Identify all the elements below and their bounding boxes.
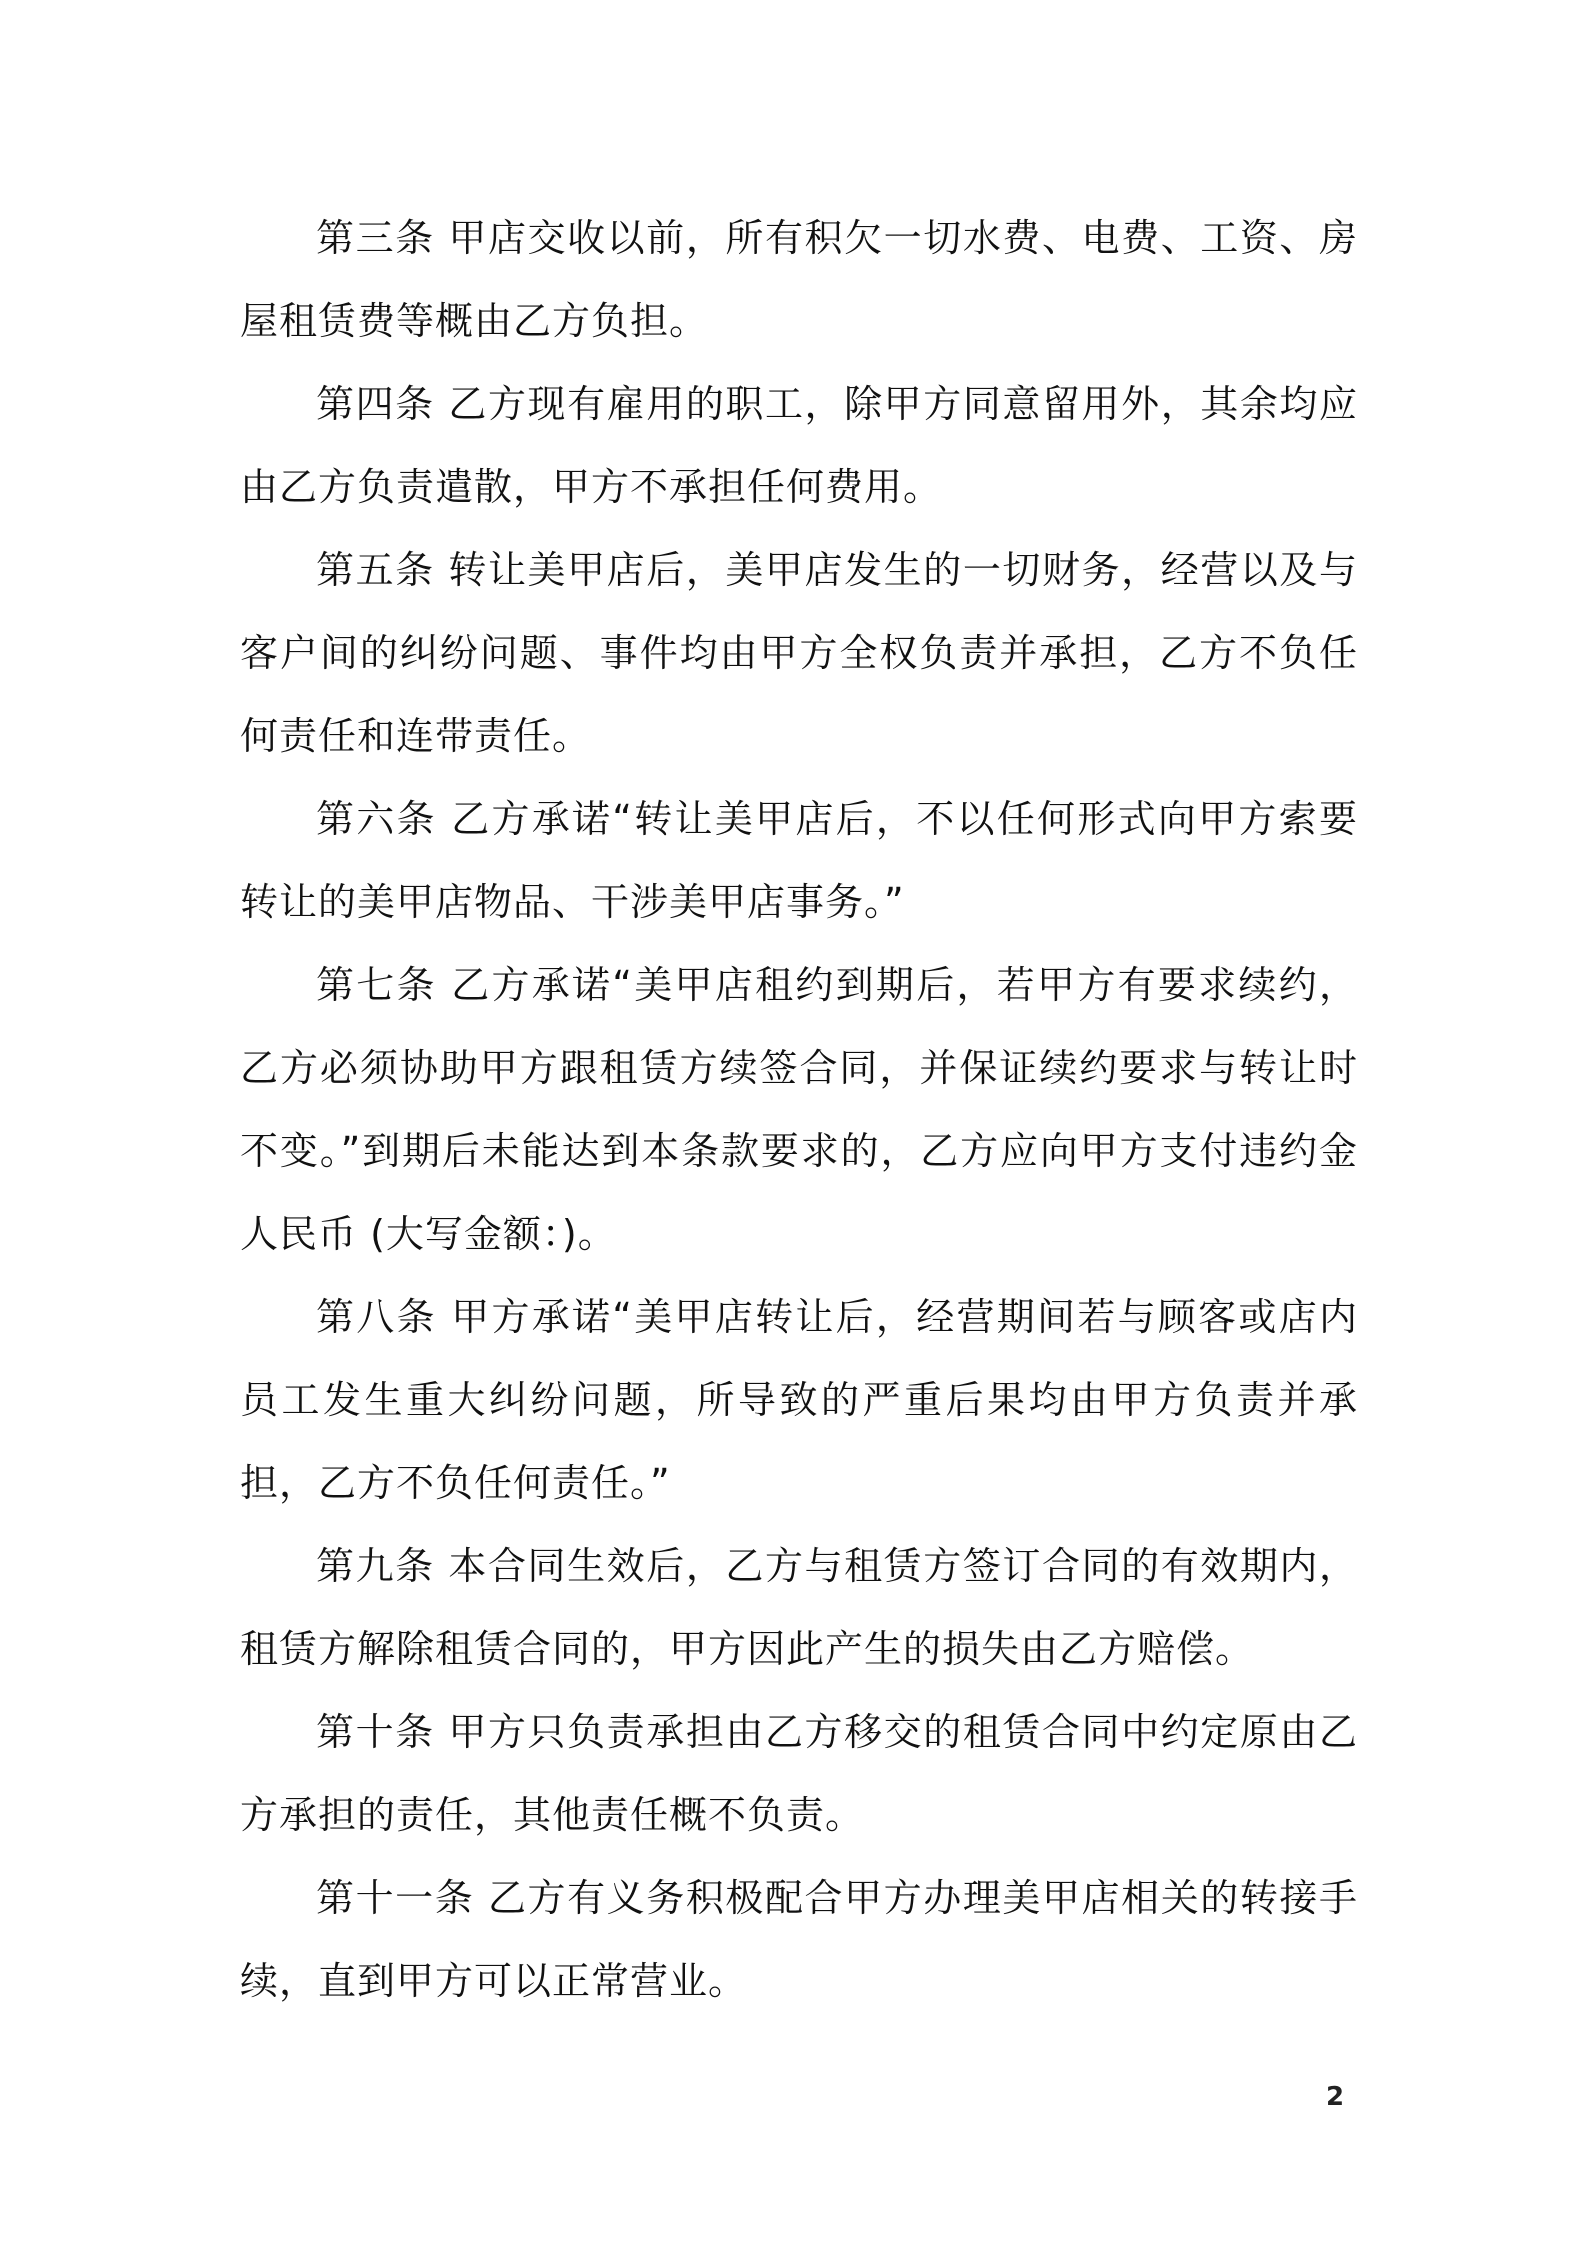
clause-5: 第五条 转让美甲店后，美甲店发生的一切财务，经营以及与客户间的纠纷问题、事件均由甲方全权负责并承担，乙方不负任何责任和连带责任。 bbox=[240, 548, 1358, 758]
clause-6: 第六条 乙方承诺“转让美甲店后，不以任何形式向甲方索要转让的美甲店物品、干涉美甲店事务。” bbox=[240, 797, 1358, 924]
clause-10: 第十条 甲方只负责承担由乙方移交的租赁合同中约定原由乙方承担的责任，其他责任概不负责。 bbox=[240, 1710, 1358, 1837]
clause-11: 第十一条 乙方有义务积极配合甲方办理美甲店相关的转接手续，直到甲方可以正常营业。 bbox=[240, 1876, 1358, 2003]
clause-4: 第四条 乙方现有雇用的职工，除甲方同意留用外，其余均应由乙方负责遣散，甲方不承担任何费用。 bbox=[240, 382, 1358, 509]
document-body bbox=[240, 197, 1358, 2023]
page-number: 2 bbox=[1326, 2082, 1345, 2112]
clause-8: 第八条 甲方承诺“美甲店转让后，经营期间若与顾客或店内员工发生重大纠纷问题，所导致的严重后果均由甲方负责并承担，乙方不负任何责任。” bbox=[240, 1295, 1358, 1505]
clause-3: 第三条 甲店交收以前，所有积欠一切水费、电费、工资、房屋租赁费等概由乙方负担。 bbox=[240, 216, 1358, 343]
clause-7: 第七条 乙方承诺“美甲店租约到期后，若甲方有要求续约，乙方必须协助甲方跟租赁方续签合同，并保证续约要求与转让时不变。”到期后未能达到本条款要求的，乙方应向甲方支付违约金人民币 (大写金额：)。 bbox=[240, 963, 1358, 1256]
clause-9: 第九条 本合同生效后，乙方与租赁方签订合同的有效期内，租赁方解除租赁合同的，甲方因此产生的损失由乙方赔偿。 bbox=[240, 1544, 1358, 1671]
